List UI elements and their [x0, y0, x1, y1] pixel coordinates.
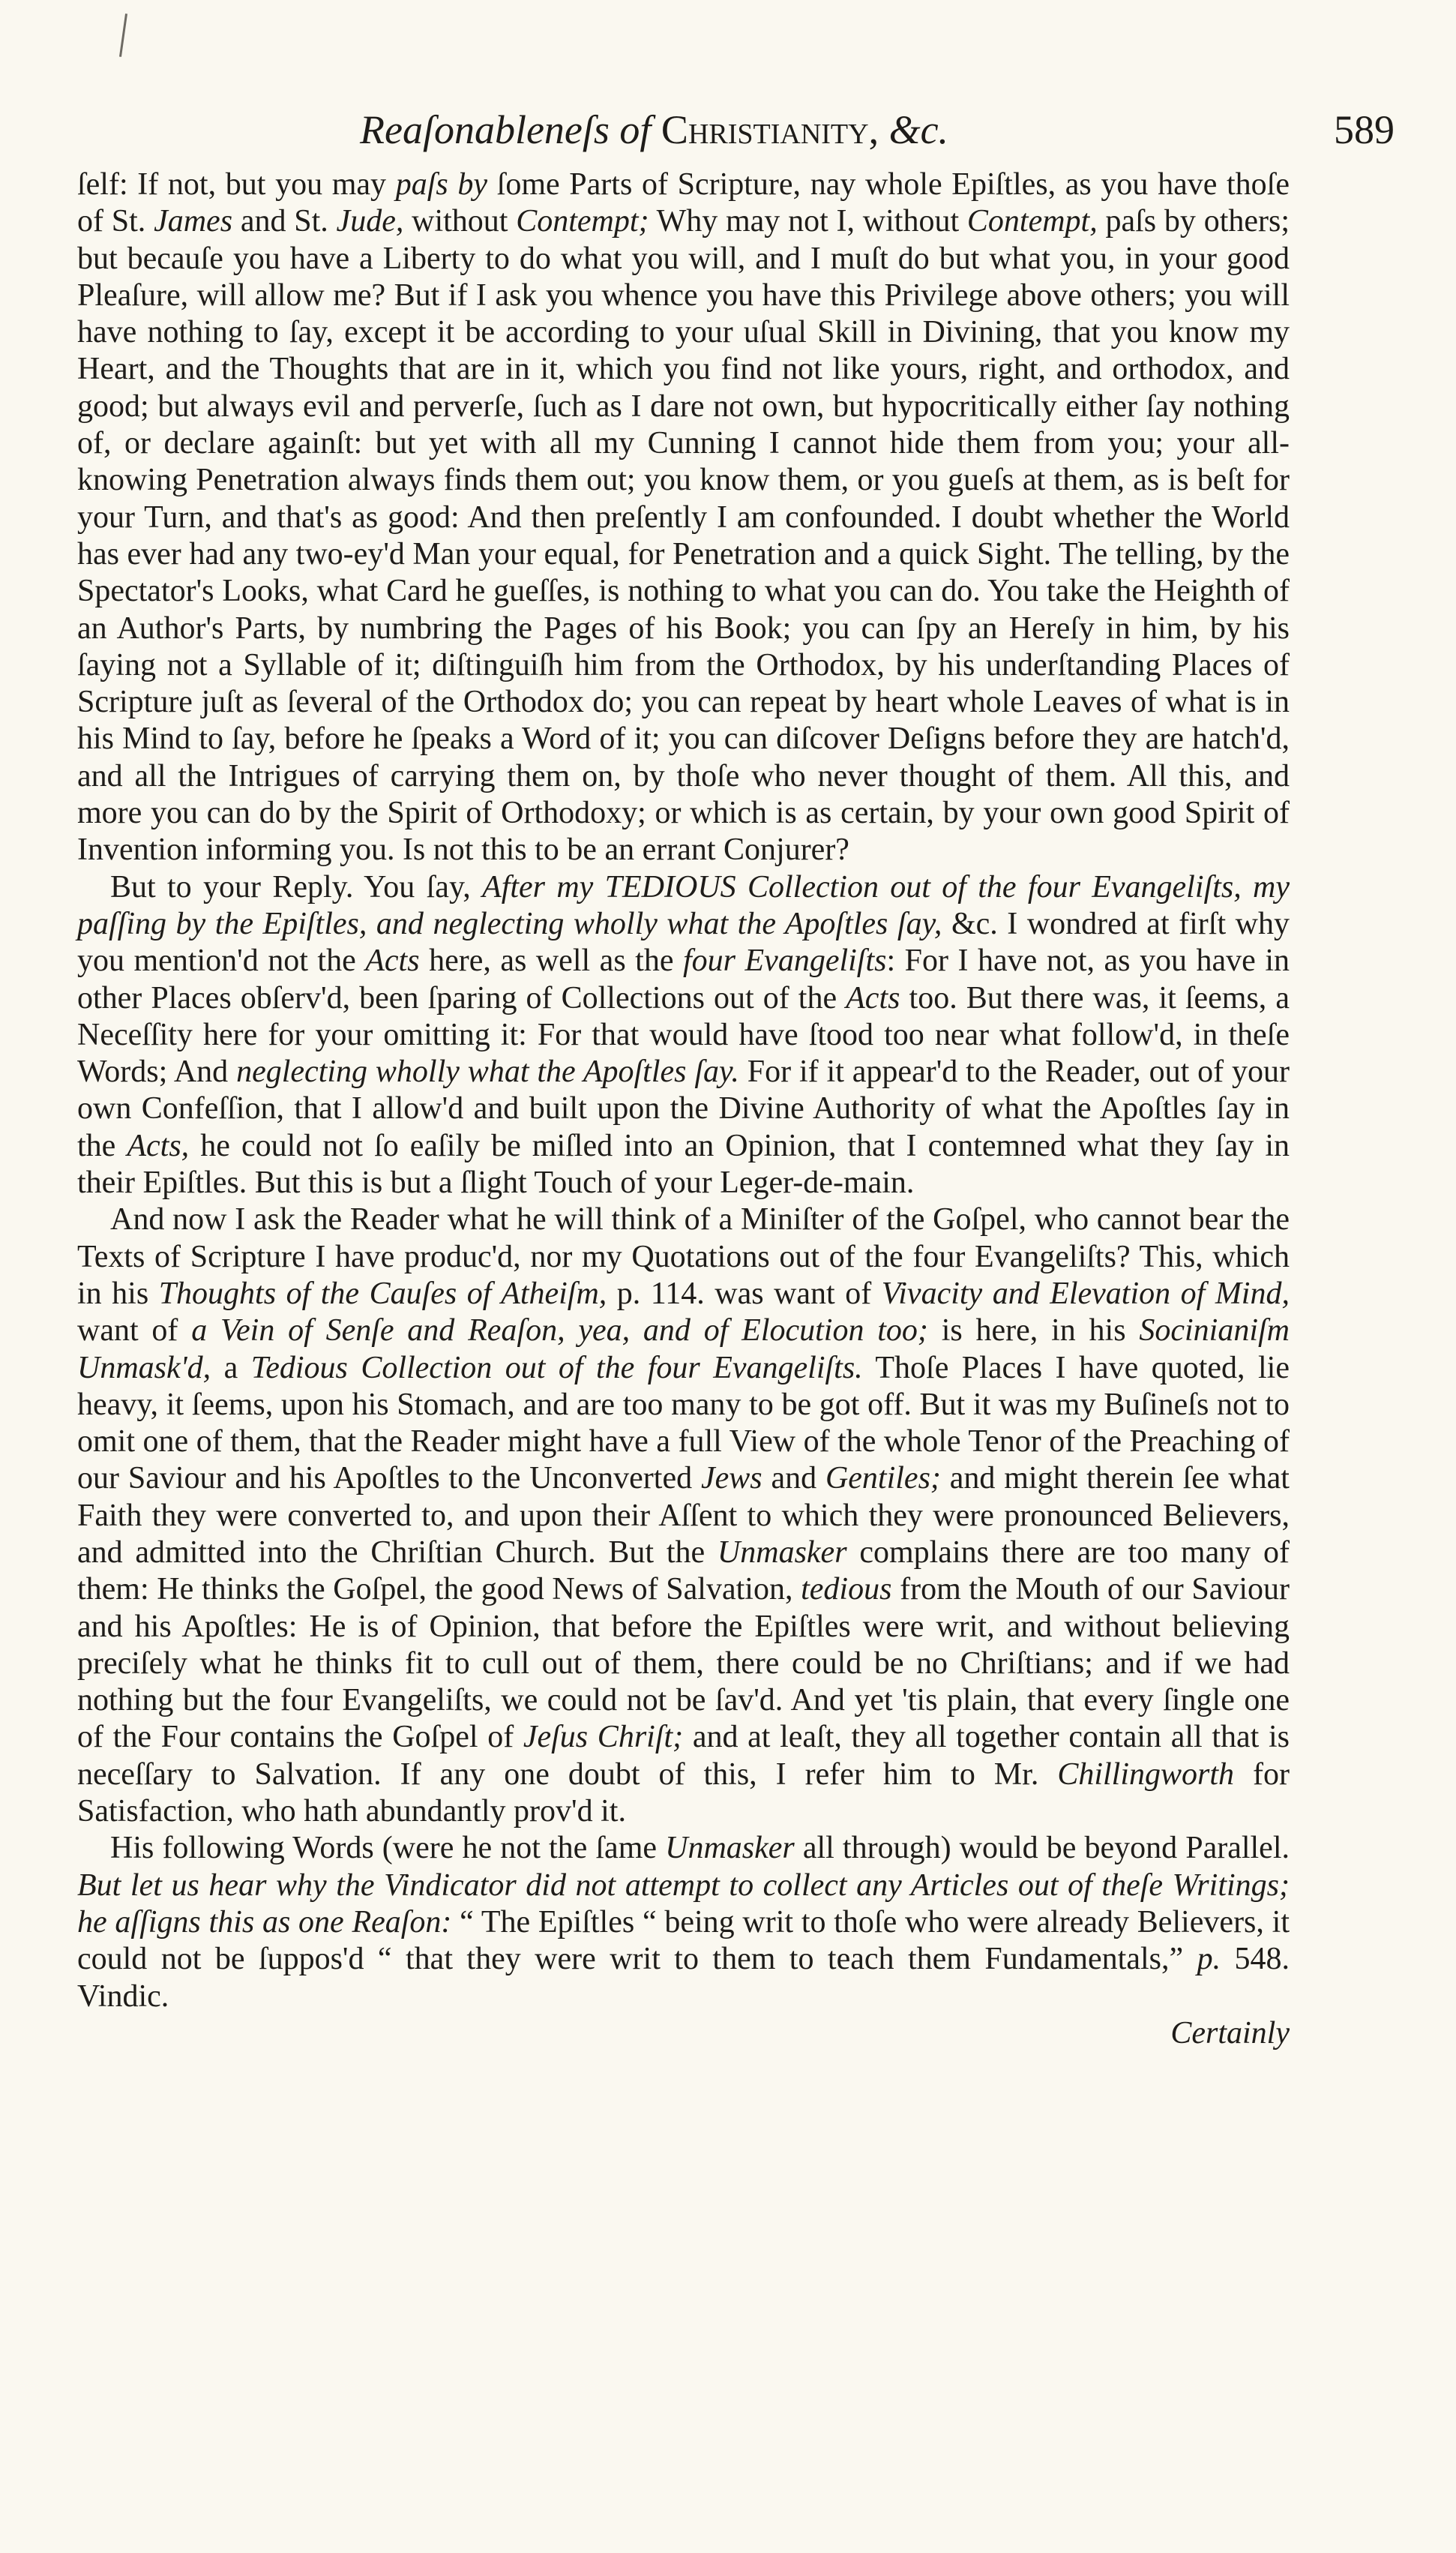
text-run: 548. Vindic.	[77, 1942, 1290, 2014]
text-run: and St.	[232, 204, 337, 239]
text-run: His following Words (were he not the ſame	[110, 1831, 666, 1866]
italic-run: Chillingworth	[1057, 1756, 1235, 1792]
text-run: Why may not I, without	[649, 204, 967, 239]
italic-run: Jude,	[336, 204, 404, 239]
running-title-caps: Christianity,	[661, 107, 879, 152]
paragraph-4	[77, 1830, 1290, 2014]
italic-run: James	[154, 204, 233, 239]
italic-run: Acts	[846, 980, 900, 1016]
italic-run: After my TEDIOUS Collection out of the four Evangeliſts, my paſſing by the Epiſtles, and neglecting wholly what the Apoſtles ſay,	[77, 869, 1290, 941]
italic-run: Thoughts of the Cauſes of Atheiſm,	[158, 1276, 607, 1311]
italic-run: four Evangeliſts	[683, 944, 887, 979]
text-run: Thoſe Places I have quoted, lie heavy, it ſeems, upon his Stomach, and are too many to be got off. But it was my Buſineſs not to omit one of them, that the Reader might have a full View of the whole Tenor of the Preaching of our Saviour and his Apoſtles to the Unconverted	[77, 1350, 1290, 1496]
text-run: ſome Parts of Scripture, nay whole Epiſtles, as you have thoſe of St.	[77, 167, 1290, 239]
body-text	[77, 166, 1290, 2052]
text-run: want of	[77, 1313, 192, 1348]
text-run: he could not ſo eaſily be miſled into an Opinion, that I contemned what they ſay in their Epiſtles. But this is but a ſlight Touch of your Leger-de-main.	[77, 1128, 1290, 1201]
italic-run: Unmasker	[665, 1831, 795, 1866]
text-run: But to your Reply. You ſay,	[110, 869, 483, 904]
paragraph-3	[77, 1202, 1290, 1830]
text-run: from the Mouth of our Saviour and his Apoſtles: He is of Opinion, that before the Epiſtles were writ, and without believing preciſely what he thinks fit to cull out of them, there could be no Chriſtians; and if we had nothing but the four Evangeliſts, we could not be ſav'd. And yet 'tis plain, that every ſingle one of the Four contains the Goſpel of	[77, 1572, 1290, 1755]
italic-run: Tedious Collection out of the four Evangeliſts.	[250, 1350, 863, 1385]
italic-run: tedious	[801, 1572, 892, 1607]
paragraph-1	[77, 166, 1290, 869]
italic-run: Contempt;	[516, 204, 649, 239]
running-title	[360, 96, 948, 164]
italic-run: p.	[1197, 1942, 1221, 1977]
running-title-suffix: &c.	[888, 107, 949, 152]
italic-run: paſs by	[395, 167, 488, 202]
text-run: ſelf: If not, but you may	[77, 167, 396, 202]
text-run: a	[211, 1350, 251, 1385]
italic-run: Jews	[700, 1461, 762, 1496]
text-run: “ The Epiſtles “ being writ to thoſe who were already Believers, it could not be ſuppos'd “ that they were writ to them to teach them Fundamentals,”	[77, 1904, 1290, 1977]
italic-run: neglecting wholly what the Apoſtles ſay.	[236, 1054, 739, 1090]
text-run: and	[762, 1461, 825, 1496]
text-run: p. 114. was want of	[607, 1276, 882, 1311]
text-run: and at leaſt, they all together contain all that is neceſſary to Salvation. If any one doubt of this, I refer him to Mr.	[77, 1720, 1290, 1792]
italic-run: Socinianiſm Unmask'd,	[77, 1313, 1290, 1385]
text-run: here, as well as the	[419, 944, 683, 979]
text-run: is here, in his	[927, 1313, 1140, 1348]
text-run: and might therein ſee what Faith they were converted to, and upon their Aſſent to which they were pronounced Believers, and admitted into the Chriſtian Church. But the	[77, 1461, 1290, 1570]
running-header	[360, 96, 1395, 164]
italic-run: a Vein of Senſe and Reaſon, yea, and of Elocution too;	[191, 1313, 928, 1348]
text-run: paſs by others; but becauſe you have a Liberty to do what you will, and I muſt do but what you, in your good Pleaſure, will allow me? But if I ask you whence you have this Privilege above others; you will have nothing to ſay, except it be according to your uſual Skill in Divining, that you know my Heart, and the Thoughts that are in it, which you find not like yours, right, and orthodox, and good; but always evil and perverſe, ſuch as I dare not own, but hypocritically either ſay nothing of, or declare againſt: but yet with all my Cunning I cannot hide them from you; your all-knowing Penetration always finds them out; you know them, or you gueſs at them, as is beſt for your Turn, and that's as good: And then preſently I am confounded. I doubt whether the World has ever had any two-ey'd Man your equal, for Penetration and a quick Sight. The telling, by the Spectator's Looks, what Card he gueſſes, is nothing to what you can do. You take the Heighth of an Author's Parts, by numbring the Pages of his Book; you can ſpy an Hereſy in him, by his ſaying not a Syllable of it; diſtinguiſh him from the Orthodox, by his underſtanding Places of Scripture juſt as ſeveral of the Orthodox do; you can repeat by heart whole Leaves of what is in his Mind to ſay, before he ſpeaks a Word of it; you can diſcover Deſigns before they are hatch'd, and all the Intrigues of carrying them on, by thoſe who never thought of them. All this, and more you can do by the Spirit of Orthodoxy; or which is as certain, by your own good Spirit of Invention informing you. Is not this to be an errant Conjurer?	[77, 204, 1290, 868]
italic-run: Contempt,	[966, 204, 1098, 239]
pencil-mark	[119, 14, 127, 57]
page-number: 589	[1334, 107, 1395, 152]
italic-run: Jeſus Chriſt;	[523, 1720, 684, 1755]
italic-run: Acts	[365, 944, 420, 979]
text-run: : For I have not, as you have in other Places obſerv'd, been ſparing of Collections out of the	[77, 944, 1290, 1016]
text-run: complains there are too many of them: He thinks the Goſpel, the good News of Salvation,	[77, 1534, 1290, 1607]
paragraph-2	[77, 869, 1290, 1202]
text-run: &c. I wondred at firſt why you mention'd not the	[77, 906, 1290, 979]
text-run: for Satisfaction, who hath abundantly prov'd it.	[77, 1756, 1290, 1829]
running-title-italic: Reaſonableneſs of	[360, 107, 652, 152]
text-run: too. But there was, it ſeems, a Neceſſity here for your omitting it: For that would have ſtood too near what follow'd, in theſe Words; And	[77, 980, 1290, 1090]
text-run: And now I ask the Reader what he will think of a Miniſter of the Goſpel, who cannot bear the Texts of Scripture I have produc'd, nor my Quotations out of the four Evangeliſts? This, which in his	[77, 1202, 1290, 1311]
italic-run: Vivacity and Elevation of Mind,	[881, 1276, 1290, 1311]
italic-run: Acts,	[127, 1128, 190, 1163]
catchword: Certainly	[1170, 2015, 1290, 2050]
text-run: without	[403, 204, 517, 239]
italic-run: But let us hear why the Vindicator did not attempt to collect any Articles out of theſe Writings; he aſſigns this as one Reaſon:	[77, 1868, 1290, 1940]
text-run: For if it appear'd to the Reader, out of your own Confeſſion, that I allow'd and built upon the Divine Authority of what the Apoſtles ſay in the	[77, 1054, 1290, 1163]
text-run: all through) would be beyond Parallel.	[794, 1831, 1290, 1866]
italic-run: Unmasker	[717, 1534, 847, 1570]
italic-run: Gentiles;	[825, 1461, 941, 1496]
